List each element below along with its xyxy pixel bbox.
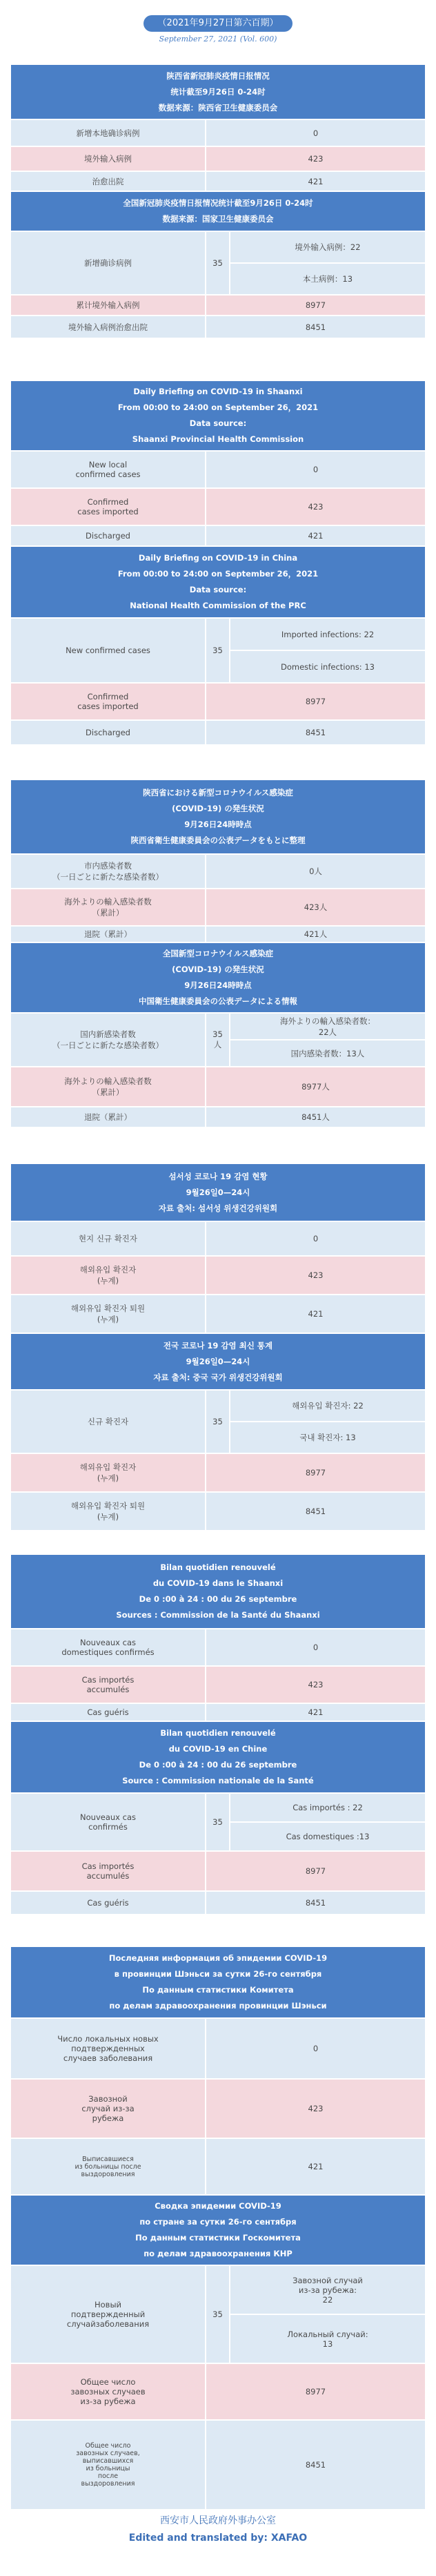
table-row: 해외유입 확진자 퇴원 (누계) 8451	[11, 1493, 425, 1531]
footer	[0, 2513, 436, 2544]
table-row: Cas guéris 421	[11, 1704, 425, 1722]
table-row: 退院（累計） 421人	[11, 927, 425, 943]
table-row: 海外よりの輸入感染者数 （累計） 8977人	[11, 1067, 425, 1107]
table-row: 境外输入病例 423	[11, 147, 425, 172]
table-row: 新增确诊病例 35 境外输入病例：22 本土病例：13	[11, 232, 425, 296]
fr-section	[11, 1555, 425, 1915]
table-row: Общее число завозных случаев из-за рубежа 8977	[11, 2364, 425, 2421]
fr-national-header: Bilan quotidien renouvelé du COVID-19 en Chine De 0 :00 à 24 : 00 du 26 septembre Source : Commission nationale de la Santé	[11, 1722, 425, 1794]
zh-national-header: 全国新冠肺炎疫情日报情况统计截至9月26日 0-24时 数据来源：国家卫生健康委员会	[11, 192, 425, 232]
table-row: Завозной случай из-за рубежа 423	[11, 2080, 425, 2139]
table-row: New local confirmed cases 0	[11, 452, 425, 489]
en-national-header: Daily Briefing on COVID-19 in China From 00:00 to 24:00 on September 26，2021 Data source: National Health Commission of the PRC	[11, 547, 425, 619]
table-row: 해외유입 확진자 퇴원 (누계) 421	[11, 1295, 425, 1334]
table-row: Nouveaux cas domestiques confirmés 0	[11, 1629, 425, 1667]
table-row: Cas guéris 8451	[11, 1892, 425, 1915]
table-row: Выписавшиеся из больницы после выздоровления 421	[11, 2139, 425, 2196]
ko-local-header: 섬서성 코로나 19 감염 현황 9월26일0—24시 자료 출처: 섬서성 위생건강위원회	[11, 1164, 425, 1222]
ru-section	[11, 1947, 425, 2510]
table-row: 国内新感染者数 （一日ごとに新たな感染者数） 35人 海外よりの輸入感染者数： 22人 国内感染者数：13人	[11, 1014, 425, 1067]
zh-section	[11, 65, 425, 339]
table-row: 治愈出院 421	[11, 172, 425, 192]
table-row: 累计境外输入病例 8977	[11, 296, 425, 316]
table-row: 신규 확진자 35 해외유입 확진자: 22 국내 확진자: 13	[11, 1391, 425, 1454]
ko-section	[11, 1164, 425, 1531]
ru-local-header: Последняя информация об эпидемии COVID-19 в провинции Шэньси за сутки 26-го сентября По данным статистики Комитета по делам здравоохранения провинции Шэньси	[11, 1947, 425, 2019]
table-row: 海外よりの輸入感染者数 （累計） 423人	[11, 889, 425, 927]
footer-office: 西安市人民政府外事办公室	[160, 2515, 276, 2526]
table-row: Discharged 8451	[11, 721, 425, 746]
table-row: Cas importés accumulés 423	[11, 1667, 425, 1704]
table-row: 境外输入病例治愈出院 8451	[11, 316, 425, 339]
table-row: New confirmed cases 35 Imported infections: 22 Domestic infections: 13	[11, 619, 425, 684]
issue-date-badge: （2021年9月27日第六百期）	[143, 15, 293, 32]
ru-national-header: Сводка эпидемии COVID-19 по стране за сутки 26-го сентября По данным статистики Госкомитета по делам здравоохранения КНР	[11, 2196, 425, 2266]
zh-local-header: 陕西省新冠肺炎疫情日报情况 统计截至9月26日 0-24时 数据来源：陕西省卫生健康委员会	[11, 65, 425, 120]
ja-local-header: 陕西省における新型コロナウイルス感染症 (COVID-19) の発生状況 9月26日24時時点 陕西省衛生健康委員会の公表データをもとに整理	[11, 780, 425, 855]
table-row: 新增本地确诊病例 0	[11, 120, 425, 147]
issue-date-english: September 27, 2021 (Vol. 600)	[159, 35, 277, 43]
ja-national-header: 全国新型コロナウイルス感染症 (COVID-19) の発生状況 9月26日24時時点 中国衛生健康委員会の公表データによる情報	[11, 943, 425, 1014]
fr-local-header: Bilan quotidien renouvelé du COVID-19 dans le Shaanxi De 0 :00 à 24 : 00 du 26 septembre Sources : Commission de la Santé du Shaanxi	[11, 1555, 425, 1629]
table-row: 해외유입 확진자 (누계) 423	[11, 1257, 425, 1295]
issue-header	[0, 0, 436, 48]
table-row: Confirmed cases imported 423	[11, 489, 425, 526]
table-row: 市内感染者数 （一日ごとに新たな感染者数） 0人	[11, 855, 425, 889]
table-row: 退院（累計） 8451人	[11, 1107, 425, 1128]
table-row: Confirmed cases imported 8977	[11, 684, 425, 721]
table-row: Nouveaux cas confirmés 35 Cas importés : 22 Cas domestiques :13	[11, 1794, 425, 1852]
table-row: 해외유입 확진자 (누계) 8977	[11, 1454, 425, 1493]
table-row: Cas importés accumulés 8977	[11, 1852, 425, 1892]
footer-credit: Edited and translated by: XAFAO	[128, 2533, 308, 2544]
en-local-header: Daily Briefing on COVID-19 in Shaanxi From 00:00 to 24:00 on September 26，2021 Data source: Shaanxi Provincial Health Commission	[11, 381, 425, 452]
en-section	[11, 381, 425, 746]
table-row: Число локальных новых подтвержденных случаев заболевания 0	[11, 2019, 425, 2080]
table-row: Общее число завозных случаев, выписавшихся из больницы после выздоровления 8451	[11, 2421, 425, 2510]
table-row: Новый подтвержденный случайзаболевания 35 Завозной случай из-за рубежа: 22 Локальный случай: 13	[11, 2266, 425, 2364]
ja-section	[11, 780, 425, 1128]
ko-national-header: 전국 코로나 19 감염 최신 통계 9월26일0—24시 자료 출처: 중국 국가 위생건강위원회	[11, 1334, 425, 1391]
table-row: Discharged 421	[11, 526, 425, 547]
table-row: 현지 신규 확진자 0	[11, 1222, 425, 1257]
